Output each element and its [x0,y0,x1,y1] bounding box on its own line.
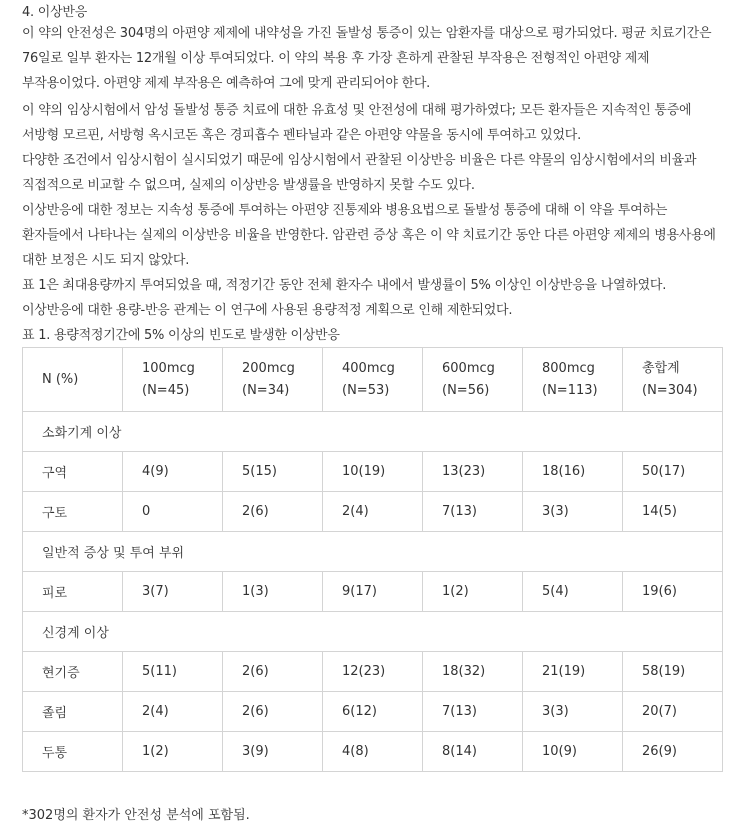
event-name-cell: 두통 [23,732,123,772]
value-cell: 7(13) [423,692,523,732]
value-cell: 12(23) [323,652,423,692]
value-cell: 58(19) [623,652,723,692]
value-cell: 1(3) [223,572,323,612]
paragraph-safety-overview: 이 약의 안전성은 304명의 아편양 제제에 내약성을 가진 돌발성 통증이 있는 암환자를 대상으로 평가되었다. 평균 치료기간은 76일로 일부 환자는 12개월 이상 투여되었다. 이 약의 복용 후 가장 흔하게 관찰된 부작용은 전형적인 아편양 제제 부작용이었다. 아편양 제제 부작용은 예측하여 그에 맞게 관리되어야 한다. [22,26,712,91]
event-name-cell: 피로 [23,572,123,612]
section-row [23,532,723,572]
value-cell: 5(4) [523,572,623,612]
paragraph-trial-design: 이 약의 임상시험에서 암성 돌발성 통증 치료에 대한 유효성 및 안전성에 대해 평가하였다; 모든 환자들은 지속적인 통증에 서방형 모르핀, 서방형 옥시코돈 혹은 경피흡수 펜타닐과 같은 아편양 약물을 동시에 투여하고 있었다. [22,103,692,143]
value-cell: 14(5) [623,492,723,532]
event-name-cell: 졸림 [23,692,123,732]
header-cell-line: 400mcg [342,360,395,376]
value-cell: 8(14) [423,732,523,772]
table-caption: 표 1. 용량적정기간에 5% 이상의 빈도로 발생한 이상반응 [22,328,340,343]
value-cell: 3(3) [523,492,623,532]
header-cell-line: (N=304) [642,382,698,398]
value-cell: 50(17) [623,452,723,492]
header-cell-line: N (%) [42,371,79,387]
header-cell [423,348,523,412]
value-cell: 6(12) [323,692,423,732]
paragraph-table-intro: 표 1은 최대용량까지 투여되었을 때, 적정기간 동안 전체 환자수 내에서 발생률이 5% 이상인 이상반응을 나열하였다. 이상반응에 대한 용량-반응 관계는 이 연구에 사용된 용량적정 계획으로 인해 제한되었다. [22,278,667,318]
section-heading: 4. 이상반응 [22,5,88,20]
adverse-events-table [22,347,723,772]
table-row [23,652,723,692]
value-cell: 2(4) [123,692,223,732]
value-cell: 4(9) [123,452,223,492]
value-cell: 2(6) [223,492,323,532]
value-cell: 18(16) [523,452,623,492]
header-cell [123,348,223,412]
value-cell: 20(7) [623,692,723,732]
header-cell [323,348,423,412]
value-cell: 10(19) [323,452,423,492]
table-header-row [23,348,723,412]
footnote: *302명의 환자가 안전성 분석에 포함됨. [22,808,250,823]
value-cell: 3(7) [123,572,223,612]
value-cell: 13(23) [423,452,523,492]
header-cell-line: 200mcg [242,360,295,376]
section-row [23,412,723,452]
section-label: 소화기계 이상 [23,412,723,452]
table-row [23,572,723,612]
value-cell: 21(19) [523,652,623,692]
value-cell: 5(15) [223,452,323,492]
header-cell [223,348,323,412]
value-cell: 10(9) [523,732,623,772]
value-cell: 7(13) [423,492,523,532]
value-cell: 26(9) [623,732,723,772]
header-cell-line: 800mcg [542,360,595,376]
table-row [23,452,723,492]
header-cell-line: (N=45) [142,382,190,398]
header-cell-line: (N=113) [542,382,598,398]
value-cell: 1(2) [423,572,523,612]
value-cell: 19(6) [623,572,723,612]
header-cell [623,348,723,412]
value-cell: 5(11) [123,652,223,692]
table-row [23,492,723,532]
table-row [23,692,723,732]
value-cell: 1(2) [123,732,223,772]
paragraph-comparison-caveat: 다양한 조건에서 임상시험이 실시되었기 때문에 임상시험에서 관찰된 이상반응 비율은 다른 약물의 임상시험에서의 비율과 직접적으로 비교할 수 없으며, 실제의 이상반응 발생률을 반영하지 못할 수도 있다. [22,153,697,193]
header-cell [23,348,123,412]
header-cell-line: 100mcg [142,360,195,376]
value-cell: 3(9) [223,732,323,772]
header-cell-line: (N=56) [442,382,490,398]
header-cell-line: (N=34) [242,382,290,398]
paragraph-adverse-info: 이상반응에 대한 정보는 지속성 통증에 투여하는 아편양 진통제와 병용요법으로 돌발성 통증에 대해 이 약을 투여하는 환자들에서 나타나는 실제의 이상반응 비율을 반영한다. 암관련 증상 혹은 이 약 치료기간 동안 다른 아편양 제제의 병용사용에 대한 보정은 시도 되지 않았다. [22,203,716,268]
value-cell: 9(17) [323,572,423,612]
value-cell: 2(6) [223,652,323,692]
value-cell: 18(32) [423,652,523,692]
event-name-cell: 구역 [23,452,123,492]
header-cell-line: 총합계 [642,360,680,376]
event-name-cell: 현기증 [23,652,123,692]
section-label: 일반적 증상 및 투여 부위 [23,532,723,572]
header-cell [523,348,623,412]
header-cell-line: 600mcg [442,360,495,376]
value-cell: 3(3) [523,692,623,732]
table-row [23,732,723,772]
value-cell: 0 [123,492,223,532]
section-row [23,612,723,652]
value-cell: 2(4) [323,492,423,532]
section-label: 신경계 이상 [23,612,723,652]
value-cell: 2(6) [223,692,323,732]
value-cell: 4(8) [323,732,423,772]
header-cell-line: (N=53) [342,382,390,398]
event-name-cell: 구토 [23,492,123,532]
